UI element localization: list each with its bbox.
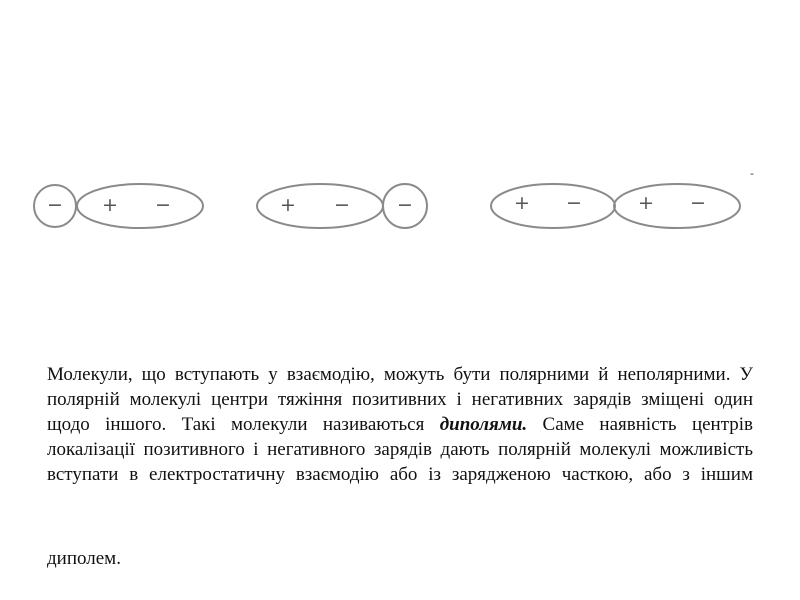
charge-minus: −	[155, 194, 171, 216]
dipole-ellipse	[614, 184, 740, 228]
charge-minus: −	[47, 194, 63, 216]
molecule-pair-2	[257, 184, 427, 228]
charge-plus: +	[280, 194, 296, 216]
charge-plus: +	[638, 192, 654, 214]
charge-plus: +	[102, 194, 118, 216]
dipole-ellipse	[491, 184, 615, 228]
dipole-ellipse	[77, 184, 203, 228]
charge-minus: −	[690, 192, 706, 214]
paragraph-last-line: диполем.	[47, 548, 121, 569]
charge-minus: −	[397, 194, 413, 216]
paragraph-text-part1: Молекули, що вступають у взаємодію, можуть бути полярними й неполярними. У полярній молекулі центри тяжіння позитивних і негативних зарядів зміщені один щодо іншого. Такі молекули називаються	[47, 364, 753, 435]
dipole-ellipse	[257, 184, 383, 228]
dash-mark: -	[750, 167, 754, 180]
molecule-pair-3	[491, 184, 740, 228]
body-paragraph	[47, 362, 753, 487]
charge-plus: +	[514, 192, 530, 214]
charge-minus: −	[334, 194, 350, 216]
molecule-pair-1	[34, 184, 203, 228]
paragraph-text-part2: Саме наявність центрів локалізації позитивного і негативного зарядів дають полярній молекулі можливість вступати в електростатичну взаємодію або із зарядженою часткою, або з іншим	[47, 414, 753, 485]
charge-minus: −	[566, 192, 582, 214]
term-dipoles: диполями.	[439, 414, 528, 435]
